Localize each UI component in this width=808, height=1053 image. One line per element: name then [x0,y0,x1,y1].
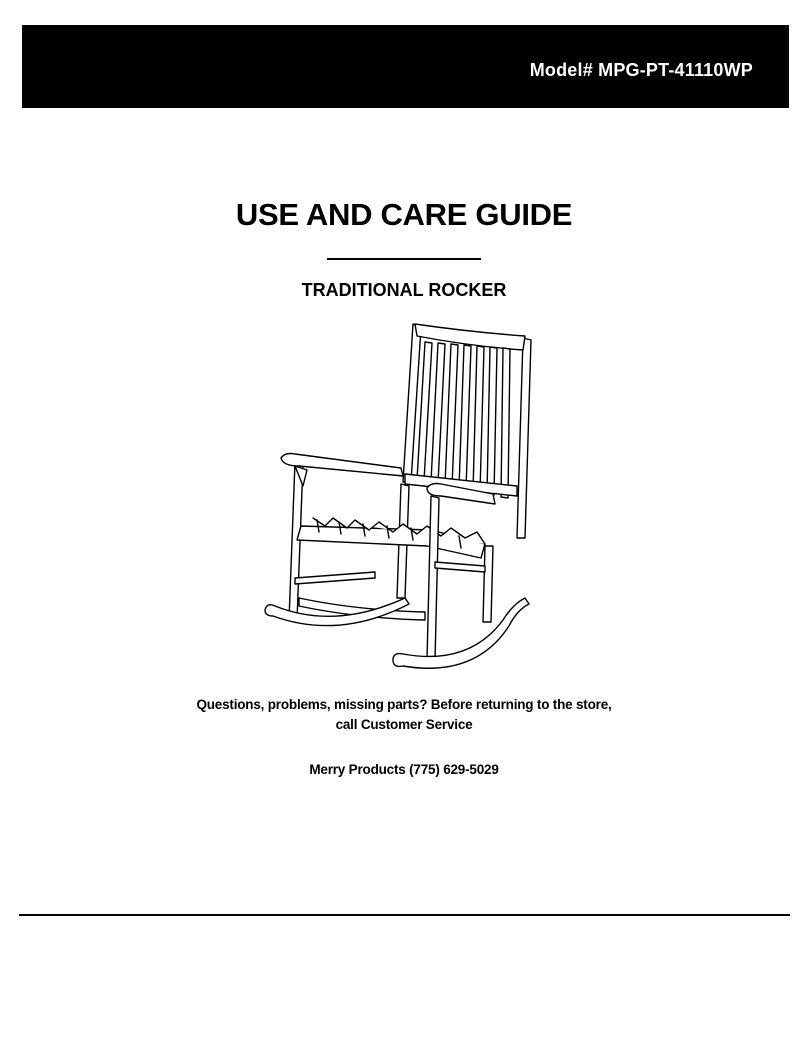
title-divider [327,258,481,260]
rocking-chair-icon [255,310,555,682]
support-line-2: call Customer Service [335,717,473,732]
header-bar [22,25,789,108]
support-line-1: Questions, problems, missing parts? Before returning to the store, [196,697,612,712]
footer-divider [19,914,790,916]
support-message [0,695,808,735]
model-number: Model# MPG-PT-41110WP [529,60,753,80]
customer-service-contact: Merry Products (775) 629-5029 [309,762,499,777]
page-title: USE AND CARE GUIDE [235,197,573,232]
product-name: TRADITIONAL ROCKER [301,280,507,300]
